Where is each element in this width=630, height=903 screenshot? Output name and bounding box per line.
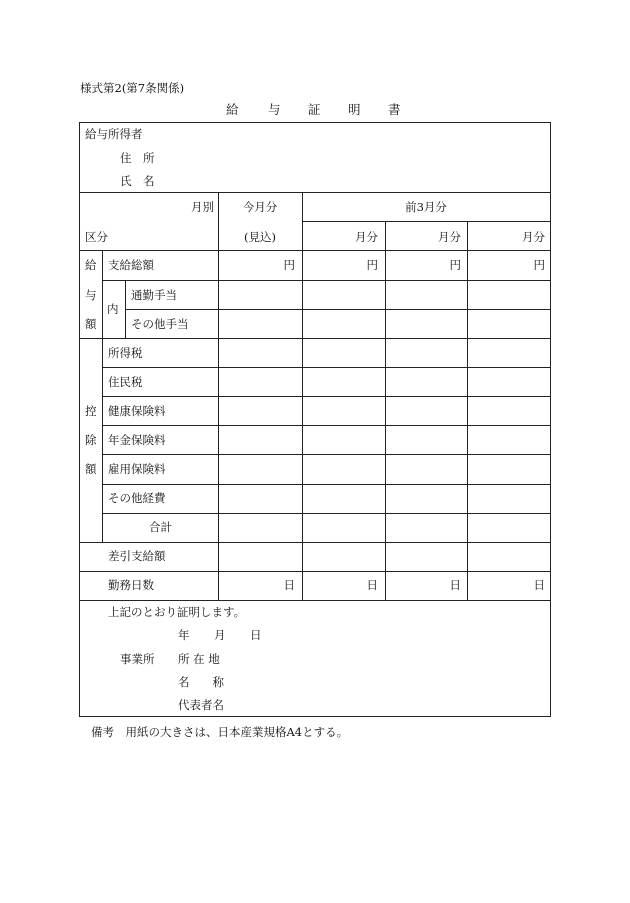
office-location-label: 所 在 地 [178, 652, 220, 666]
date-year-label: 年 [178, 628, 190, 642]
recipient-name-label: 氏 名 [120, 174, 155, 188]
recipient-heading: 給与所得者 [85, 127, 143, 141]
deduction-item-label: その他経費 [108, 491, 166, 505]
salary-side-char: 与 [85, 288, 97, 302]
other-allowance-label: その他手当 [131, 317, 189, 331]
salary-side-char: 給 [85, 258, 97, 272]
deduction-side-char: 控 [85, 404, 97, 418]
yen-unit: 円 [366, 258, 378, 272]
estimate-header: (見込) [244, 230, 276, 244]
representative-label: 代表者名 [178, 698, 224, 712]
deduction-item-label: 所得税 [108, 346, 143, 360]
office-label: 事業所 [120, 652, 155, 666]
paper-size-note: 備考 用紙の大きさは、日本産業規格A4とする。 [91, 725, 349, 739]
yen-unit: 円 [449, 258, 461, 272]
day-unit: 日 [449, 578, 461, 592]
breakdown-label: 内 [107, 302, 119, 316]
month-header-label: 月別 [191, 200, 214, 214]
deduction-item-label: 健康保険料 [108, 404, 166, 418]
date-day-label: 日 [250, 628, 262, 642]
yen-unit: 円 [533, 258, 545, 272]
title-char: 証 [308, 102, 321, 117]
month-column-label: 月分 [355, 230, 378, 244]
month-column-label: 月分 [522, 230, 545, 244]
deduction-side-char: 除 [85, 433, 97, 447]
form-number-label: 様式第2(第7条関係) [80, 81, 185, 95]
day-unit: 日 [366, 578, 378, 592]
gross-pay-label: 支給総額 [108, 258, 154, 272]
day-unit: 日 [533, 578, 545, 592]
deduction-item-label: 雇用保険料 [108, 462, 166, 476]
date-month-label: 月 [214, 628, 226, 642]
commute-allowance-label: 通勤手当 [131, 288, 177, 302]
title-char: 給 [226, 102, 239, 117]
title-char: 与 [268, 102, 281, 117]
month-column-label: 月分 [438, 230, 461, 244]
yen-unit: 円 [283, 258, 295, 272]
prev-3-months-header: 前3月分 [405, 200, 447, 214]
deduction-item-label: 年金保険料 [108, 433, 166, 447]
deduction-total-label: 合計 [149, 520, 172, 534]
certification-statement: 上記のとおり証明します。 [108, 605, 246, 619]
work-days-label: 勤務日数 [108, 578, 154, 592]
this-month-header: 今月分 [242, 200, 278, 214]
salary-side-char: 額 [85, 317, 97, 331]
category-header-label: 区分 [85, 230, 108, 244]
title-char: 書 [388, 102, 401, 117]
office-name-label: 名 称 [178, 675, 224, 689]
deduction-item-label: 住民税 [108, 375, 143, 389]
deduction-side-char: 額 [85, 462, 97, 476]
day-unit: 日 [283, 578, 295, 592]
recipient-address-label: 住 所 [120, 151, 155, 165]
net-pay-label: 差引支給額 [108, 549, 166, 563]
title-char: 明 [348, 102, 361, 117]
